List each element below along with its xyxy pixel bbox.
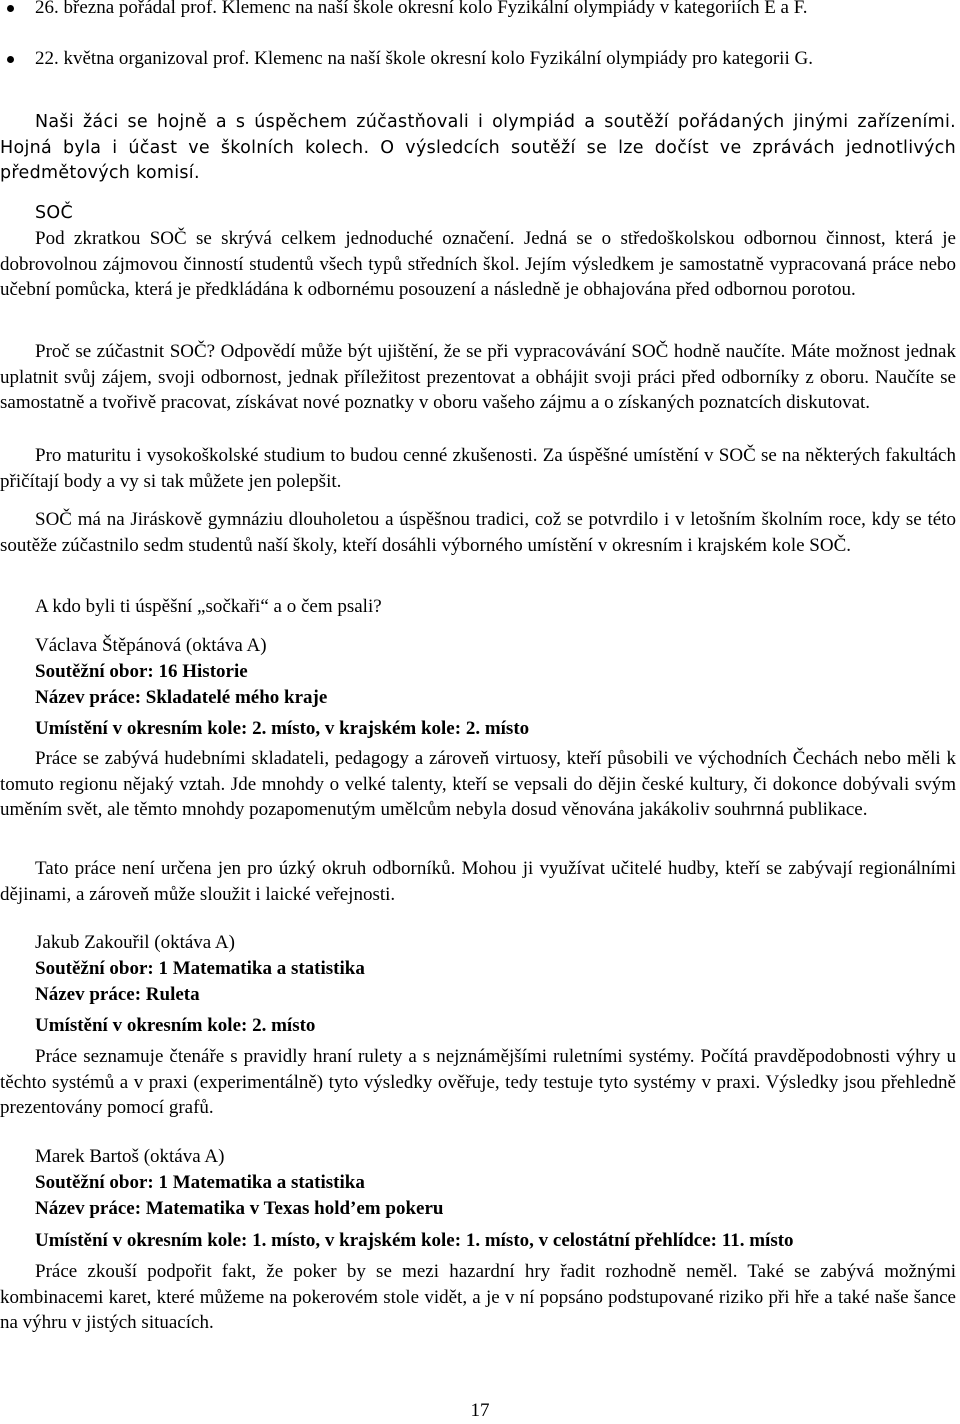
paragraph: Pro maturitu i vysokoškolské studium to budou cenné zkušenosti. Za úspěšné umístění v SOČ se na některých fakultách přičítají body a vy si tak můžete jen polepšit.	[0, 445, 956, 492]
entry-title: Název práce: Ruleta	[35, 984, 200, 1005]
entry-placement: Umístění v okresním kole: 2. místo	[35, 1015, 316, 1036]
entry-name: Jakub Zakouřil (oktáva A)	[35, 932, 235, 953]
list-item: 26. března pořádal prof. Klemenc na naší škole okresní kolo Fyzikální olympiády v kategoriích E a F.	[35, 0, 956, 21]
paragraph: Práce se zabývá hudebními skladateli, pedagogy a zároveň virtuosy, kteří působili ve východních Čechách nebo měli k tomuto regionu nějaký vztah. Jde mnohdy o velké talenty, kteří se vepsali do dějin české kultury, či dokonce dobývali svým uměním svět, ale těmto mnohdy pozapomenutým umělcům nebyla dosud věnována jakákoliv souhrnná publikace.	[0, 748, 956, 821]
entry-name: Václava Štěpánová (oktáva A)	[35, 635, 267, 656]
entry-name: Marek Bartoš (oktáva A)	[35, 1146, 225, 1167]
section-heading: SOČ	[35, 203, 74, 223]
paragraph: Proč se zúčastnit SOČ? Odpovědí může být ujištění, že se při vypracovávání SOČ hodně naučíte. Máte možnost jednak uplatnit svůj zájem, svoji odbornost, jednak příležitost prezentovat a obhájit svoji práci před odborníky z oboru. Naučíte se samostatně a tvořivě pracovat, získávat nové poznatky v oboru vašeho zájmu a o získaných poznatcích diskutovat.	[0, 341, 956, 414]
entry-obor: Soutěžní obor: 16 Historie	[35, 661, 248, 682]
entry-title: Název práce: Skladatelé mého kraje	[35, 687, 328, 708]
entry-title: Název práce: Matematika v Texas hold’em pokeru	[35, 1198, 444, 1219]
bullet-icon	[7, 56, 14, 63]
paragraph: Pod zkratkou SOČ se skrývá celkem jednoduché označení. Jedná se o středoškolskou odbornou činnost, která je dobrovolnou zájmovou činností studentů všech typů středních škol. Jejím výsledkem je samostatně vypracovaná práce nebo učební pomůcka, která je předkládána k odbornému posouzení a následně je obhajována před odbornou porotou.	[0, 228, 956, 301]
paragraph: Práce seznamuje čtenáře s pravidly hraní rulety a s nejznámějšími ruletními systémy. Počítá pravděpodobnosti výhry u těchto systémů a v praxi (experimentálně) tyto výsledky ověřuje, tedy testuje tyto systémy v praxi. Výsledky jsou přehledně prezentovány pomocí grafů.	[0, 1046, 956, 1119]
entry-placement: Umístění v okresním kole: 2. místo, v krajském kole: 2. místo	[35, 718, 530, 739]
question-line: A kdo byli ti úspěšní „sočkaři“ a o čem psali?	[35, 596, 382, 617]
entry-placement: Umístění v okresním kole: 1. místo, v krajském kole: 1. místo, v celostátní přehlídce: 11. místo	[35, 1230, 794, 1251]
paragraph: Tato práce není určena jen pro úzký okruh odborníků. Mohou ji využívat učitelé hudby, kteří se zabývají regionálními dějinami, a zároveň může sloužit i laické veřejnosti.	[0, 858, 956, 905]
paragraph: Práce zkouší podpořit fakt, že poker by se mezi hazardní hry řadit rozhodně neměl. Také se zabývá možnými kombinacemi karet, které můžeme na pokerovém stole vidět, a je v ní popsáno podstupované riziko při hře a také naše šance na výhru v jistých situacích.	[0, 1261, 956, 1334]
bullet-icon	[7, 5, 14, 12]
page-number: 17	[470, 1400, 490, 1421]
paragraph: SOČ má na Jiráskově gymnáziu dlouholetou a úspěšnou tradici, což se potvrdilo i v letošním školním roce, kdy se této soutěže zúčastnilo sedm studentů naší školy, kteří dosáhli výborného umístění v okresním i krajském kole SOČ.	[0, 509, 956, 556]
list-item: 22. května organizoval prof. Klemenc na naší škole okresní kolo Fyzikální olympiády pro kategorii G.	[35, 46, 956, 72]
entry-obor: Soutěžní obor: 1 Matematika a statistika	[35, 1172, 365, 1193]
entry-obor: Soutěžní obor: 1 Matematika a statistika	[35, 958, 365, 979]
intro-paragraph: Naši žáci se hojně a s úspěchem zúčastňovali i olympiád a soutěží pořádaných jinými zařízeními. Hojná byla i účast ve školních kolech. O výsledcích soutěží se lze dočíst ve zprávách jednotlivých předmětových komisí.	[0, 112, 956, 184]
